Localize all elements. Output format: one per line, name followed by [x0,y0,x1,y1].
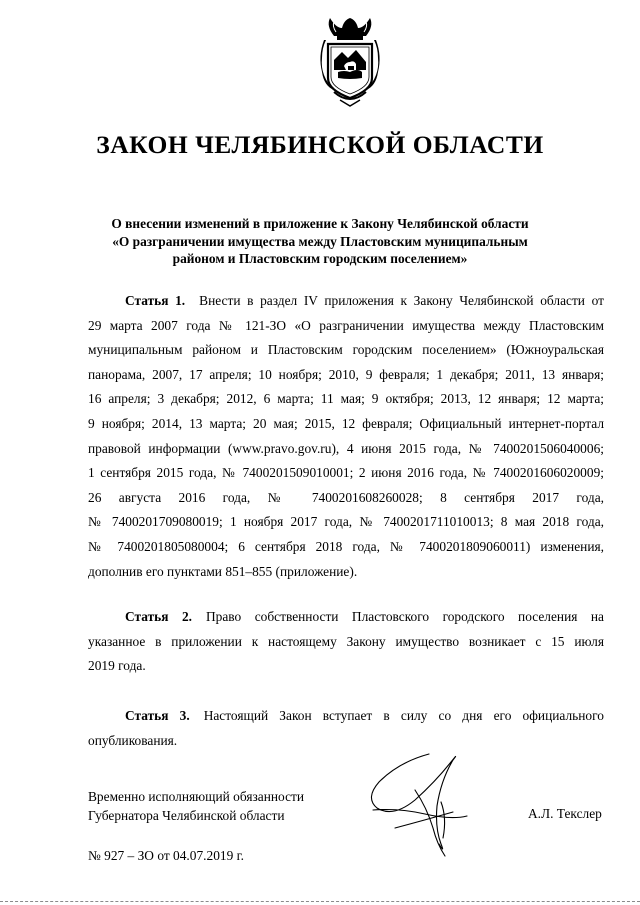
article-line: 16 апреля; 3 декабря; 2012, 6 марта; 11 мая; 9 октября; 2013, 12 января; 12 марта; [88,391,604,407]
signer-name: А.Л. Текслер [528,806,602,821]
subtitle-line: «О разграничении имущества между Пластовским муниципальным [112,233,528,249]
signatory-position [88,787,304,825]
article-text: Внести в раздел IV приложения к Закону Челябинской области от [199,293,604,308]
law-title: ЗАКОН ЧЕЛЯБИНСКОЙ ОБЛАСТИ [96,130,544,159]
article-2 [88,605,604,679]
article-label: Статья 2. [125,609,192,624]
subtitle-line: О внесении изменений в приложение к Закону Челябинской области [111,216,529,231]
law-subtitle [60,215,580,268]
article-line: № 7400201709080019; 1 ноября 2017 года, № 7400201711010013; 8 мая 2018 года, [88,514,604,530]
position-line: Временно исполняющий обязанности [88,789,305,804]
document-number: № 927 – ЗО от 04.07.2019 г. [88,848,244,863]
article-line: 2019 года. [88,658,146,674]
article-3 [88,704,604,753]
article-line: правовой информации (www.pravo.gov.ru), 4 июня 2015 года, № 7400201506040006; [88,440,604,456]
article-line: указанное в приложении к настоящему Закону имущество возникает с 15 июля [88,633,604,649]
handwritten-signature [355,748,480,860]
article-line: 29 марта 2007 года № 121-ЗО «О разграничении имущества между Пластовским [88,317,604,333]
article-line: 26 августа 2016 года, № 7400201608260028; 8 сентября 2017 года, [88,489,604,505]
article-text: Право собственности Пластовского городского поселения на [206,609,604,624]
scan-edge-divider [0,901,640,902]
subtitle-line: районом и Пластовским городским поселением» [172,251,468,266]
article-line: 1 сентября 2015 года, № 7400201509010001; 2 июня 2016 года, № 7400201606020009; [88,465,604,481]
article-line: № 7400201805080004; 6 сентября 2018 года, № 7400201809060011) изменения, [88,538,604,554]
article-label: Статья 3. [125,708,190,723]
article-line [88,605,604,630]
article-line: 9 ноября; 2014, 13 марта; 20 мая; 2015, 12 февраля; Официальный интернет-портал [88,415,604,431]
coat-of-arms-icon [314,16,386,108]
article-line: панорама, 2007, 17 апреля; 10 ноября; 2010, 9 февраля; 1 декабря; 2011, 13 января; [88,366,604,382]
article-line [88,289,604,314]
article-line: опубликования. [88,732,178,748]
position-line: Губернатора Челябинской области [88,808,285,823]
article-line [88,704,604,729]
article-label: Статья 1. [125,293,186,308]
article-line: дополнив его пунктами 851–855 (приложение). [88,563,358,579]
article-text: Настоящий Закон вступает в силу со дня его официального [203,708,604,723]
article-line: муниципальным районом и Пластовским городским поселением» (Южноуральская [88,342,604,358]
article-1 [88,289,604,584]
